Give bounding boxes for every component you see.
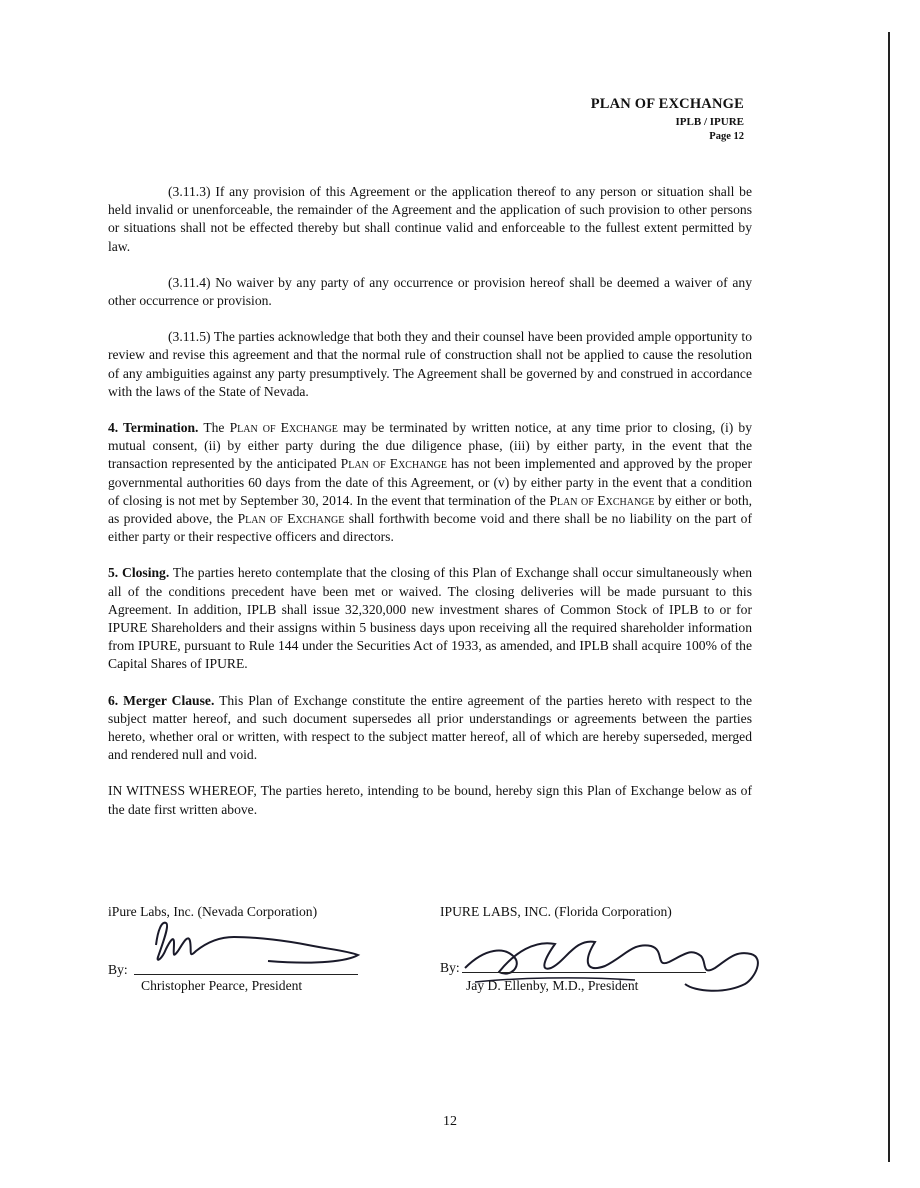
page-number: 12 xyxy=(443,1114,457,1129)
section-text: The parties acknowledge that both they and their counsel have been provided ample opportunity to review and revise this agreement and that the normal rule of construction shall not be applied to cause the resolution of any ambiguities against any party presumptively. The Agreement shall be governed by and construed in accordance with the laws of the State of Nevada. xyxy=(108,329,752,399)
section-heading: 4. Termination. xyxy=(108,420,199,436)
scan-edge-line xyxy=(888,32,890,1162)
text-run: has not been implemented and approved by the proper governmental authorities 60 days from the date of this Agreement, or (v) by either party in the event that a condition of closing is not met by September 30, 2014. In the event that termination of the xyxy=(108,456,752,508)
text-run: The xyxy=(203,420,225,436)
header-page-label: Page 12 xyxy=(709,131,744,142)
section-number: (3.11.3) xyxy=(168,184,211,199)
section-closing xyxy=(108,564,752,673)
section-termination xyxy=(108,419,752,546)
section-text: If any provision of this Agreement or the application thereof to any person or situation shall be held invalid or unenforceable, the remainder of the Agreement and the application of such provision to other persons or situations shall not be effected thereby but shall continue valid and enforceable to the fullest extent permitted by law. xyxy=(108,184,752,254)
section-text: This Plan of Exchange constitute the entire agreement of the parties hereto with respect to the subject matter hereof, and such document supersedes all prior understandings or agreements between the parties hereto, whether oral or written, with respect to the subject matter hereof, all of which are hereby superseded, merged and rendered null and void. xyxy=(108,692,752,763)
section-3-11-4 xyxy=(108,274,752,310)
section-3-11-3 xyxy=(108,183,752,256)
right-signature-line xyxy=(462,956,706,973)
section-text: The parties hereto contemplate that the closing of this Plan of Exchange shall occur simultaneously when all of the conditions precedent have been met or waived. The closing deliveries will be made pursuant to this Agreement. In addition, IPLB shall issue 32,320,000 new investment shares of Common Stock of IPLB to or for IPURE Shareholders and their assigns within 5 business days upon receiving all the required shareholder information from IPURE, pursuant to Rule 144 under the Securities Act of 1933, as amended, and IPLB shall acquire 100% of the Capital Shares of IPURE. xyxy=(108,565,753,672)
left-company-name: iPure Labs, Inc. (Nevada Corporation) xyxy=(108,904,318,919)
small-caps-term: Plan of Exchange xyxy=(549,492,655,508)
header-subtitle: IPLB / IPURE xyxy=(675,116,744,128)
text-run: by either or both, as provided above, the xyxy=(108,492,753,527)
left-signer-name: Christopher Pearce, President xyxy=(141,978,303,993)
text-run: may be terminated by written notice, at any time prior to closing, (i) by mutual consent, (ii) by either party during the due diligence phase, (iii) by either party, in the event that the transaction represented by the anticipated xyxy=(108,420,753,472)
left-signature-line xyxy=(134,958,358,975)
document-body xyxy=(108,183,752,819)
text-run: shall forthwith become void and there shall be no liability on the part of either party or their respective officers and directors. xyxy=(108,511,752,545)
small-caps-term: Plan of Exchange xyxy=(229,420,338,436)
right-company-name: IPURE LABS, INC. (Florida Corporation) xyxy=(440,904,672,919)
right-signer-name: Jay D. Ellenby, M.D., President xyxy=(466,978,639,993)
section-3-11-5 xyxy=(108,328,752,401)
document-header xyxy=(591,96,744,142)
section-merger-clause xyxy=(108,692,752,765)
section-number: (3.11.4) xyxy=(168,274,211,290)
header-title: PLAN OF EXCHANGE xyxy=(590,96,744,112)
section-heading: 5. Closing. xyxy=(108,565,170,581)
right-by-label: By: xyxy=(440,960,460,975)
left-by-label: By: xyxy=(108,962,128,977)
section-text: No waiver by any party of any occurrence or provision hereof shall be deemed a waiver of any other occurrence or provision. xyxy=(108,274,752,309)
witness-clause: IN WITNESS WHEREOF, The parties hereto, intending to be bound, hereby sign this Plan of Exchange below as of the date first written above. xyxy=(108,783,752,817)
section-number: (3.11.5) xyxy=(168,329,211,345)
small-caps-term: Plan of Exchange xyxy=(237,511,345,527)
section-heading: 6. Merger Clause. xyxy=(108,692,215,708)
small-caps-term: Plan of Exchange xyxy=(340,456,447,472)
